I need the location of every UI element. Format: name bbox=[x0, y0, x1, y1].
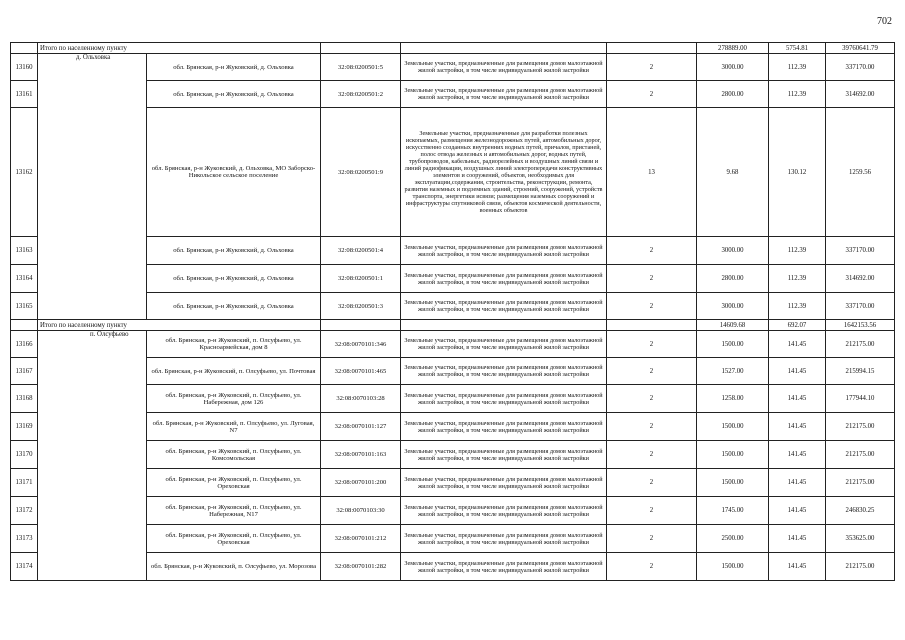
row-number: 13173 bbox=[11, 525, 38, 553]
address-cell: обл. Брянская, р-н Жуковский, п. Олсуфьево, ул. Комсомольская bbox=[147, 441, 321, 469]
value-cell: 337170.00 bbox=[826, 237, 895, 265]
land-purpose: Земельные участки, предназначенные для разработки полезных ископаемых, размещения железнодорожных путей, автомобильных дорог, искусственно созданных внутренних водных путей, причалов, пристаней, полос отвода железных и автомобильных дорог, водных путей, трубопроводов, кабельных, радиорелейных и воздушных линий связи и линий радиофикации, воздушных линий электропередачи конструктивных элементов и сооружений, объектов, необходимых для эксплуатации,содержания, строительства, реконструкции, ремонта, развития наземных и подземных зданий, строений, сооружений, устройств транспорта, энергетики исвязи; размещения наземных сооружений и инфраструктуры спутниковой связи, объектов космической деятельности, военных объектов bbox=[401, 108, 607, 237]
cadastral-number: 32:08:0070101:282 bbox=[321, 553, 401, 581]
total-value: 39760641.79 bbox=[826, 43, 895, 54]
cadastral-number: 32:08:0070101:127 bbox=[321, 413, 401, 441]
area-cell: 2800.00 bbox=[697, 81, 769, 108]
land-purpose: Земельные участки, предназначенные для размещения домов малоэтажной жилой застройки, в том числе индивидуальной жилой застройки bbox=[401, 331, 607, 358]
total-area: 14609.68 bbox=[697, 320, 769, 331]
row-number: 13167 bbox=[11, 358, 38, 385]
settlement-total-row bbox=[11, 320, 895, 331]
area-cell: 1500.00 bbox=[697, 413, 769, 441]
value-cell: 314692.00 bbox=[826, 81, 895, 108]
row-number: 13160 bbox=[11, 54, 38, 81]
address-cell: обл. Брянская, р-н Жуковский, д. Ольховка, МО Заборско-Никольское сельское поселение bbox=[147, 108, 321, 237]
cadastral-number: 32:08:0200501:3 bbox=[321, 293, 401, 320]
address-cell: обл. Брянская, р-н Жуковский, п. Олсуфьево, ул. Почтовая bbox=[147, 358, 321, 385]
address-cell: обл. Брянская, р-н Жуковский, п. Олсуфьево, ул. Набережная, N17 bbox=[147, 497, 321, 525]
address-cell: обл. Брянская, р-н Жуковский, п. Олсуфьево, ул. Красноармейская, дом 8 bbox=[147, 331, 321, 358]
land-purpose: Земельные участки, предназначенные для размещения домов малоэтажной жилой застройки, в том числе индивидуальной жилой застройки bbox=[401, 441, 607, 469]
rate-cell: 112.39 bbox=[769, 54, 826, 81]
purpose-code: 2 bbox=[607, 265, 697, 293]
purpose-code: 2 bbox=[607, 385, 697, 413]
area-cell: 1500.00 bbox=[697, 553, 769, 581]
purpose-code: 2 bbox=[607, 413, 697, 441]
value-cell: 177944.10 bbox=[826, 385, 895, 413]
area-cell: 1745.00 bbox=[697, 497, 769, 525]
purpose-code: 13 bbox=[607, 108, 697, 237]
purpose-code: 2 bbox=[607, 553, 697, 581]
cadastral-number: 32:08:0200501:4 bbox=[321, 237, 401, 265]
value-cell: 337170.00 bbox=[826, 293, 895, 320]
purpose-code: 2 bbox=[607, 293, 697, 320]
value-cell: 1259.56 bbox=[826, 108, 895, 237]
land-purpose: Земельные участки, предназначенные для размещения домов малоэтажной жилой застройки, в том числе индивидуальной жилой застройки bbox=[401, 265, 607, 293]
rate-cell: 112.39 bbox=[769, 265, 826, 293]
settlement-name: д. Ольховка bbox=[38, 54, 147, 320]
row-number: 13166 bbox=[11, 331, 38, 358]
purpose-code: 2 bbox=[607, 525, 697, 553]
land-purpose: Земельные участки, предназначенные для размещения домов малоэтажной жилой застройки, в том числе индивидуальной жилой застройки bbox=[401, 525, 607, 553]
value-cell: 314692.00 bbox=[826, 265, 895, 293]
rate-cell: 141.45 bbox=[769, 331, 826, 358]
total-label: Итого по населенному пункту bbox=[38, 43, 321, 54]
area-cell: 3000.00 bbox=[697, 293, 769, 320]
land-purpose: Земельные участки, предназначенные для размещения домов малоэтажной жилой застройки, в том числе индивидуальной жилой застройки bbox=[401, 293, 607, 320]
cadastral-number: 32:08:0070101:212 bbox=[321, 525, 401, 553]
row-number: 13163 bbox=[11, 237, 38, 265]
address-cell: обл. Брянская, р-н Жуковский, д. Ольховка bbox=[147, 237, 321, 265]
total-rate: 692.07 bbox=[769, 320, 826, 331]
row-number: 13172 bbox=[11, 497, 38, 525]
area-cell: 9.68 bbox=[697, 108, 769, 237]
row-number: 13164 bbox=[11, 265, 38, 293]
area-cell: 2500.00 bbox=[697, 525, 769, 553]
cadastral-number: 32:08:0200501:5 bbox=[321, 54, 401, 81]
rate-cell: 112.39 bbox=[769, 81, 826, 108]
settlement-name: п. Олсуфьево bbox=[38, 331, 147, 581]
cadastral-number: 32:08:0070101:163 bbox=[321, 441, 401, 469]
rate-cell: 141.45 bbox=[769, 413, 826, 441]
row-number: 13168 bbox=[11, 385, 38, 413]
address-cell: обл. Брянская, р-н Жуковский, д. Ольховка bbox=[147, 54, 321, 81]
cadastral-number: 32:08:0200501:2 bbox=[321, 81, 401, 108]
land-purpose: Земельные участки, предназначенные для размещения домов малоэтажной жилой застройки, в том числе индивидуальной жилой застройки bbox=[401, 413, 607, 441]
land-purpose: Земельные участки, предназначенные для размещения домов малоэтажной жилой застройки, в том числе индивидуальной жилой застройки bbox=[401, 358, 607, 385]
purpose-code: 2 bbox=[607, 441, 697, 469]
blank-cell bbox=[321, 320, 401, 331]
area-cell: 1500.00 bbox=[697, 331, 769, 358]
cadastral-number: 32:08:0070103:28 bbox=[321, 385, 401, 413]
value-cell: 246830.25 bbox=[826, 497, 895, 525]
table-row bbox=[11, 331, 895, 358]
land-purpose: Земельные участки, предназначенные для размещения домов малоэтажной жилой застройки, в том числе индивидуальной жилой застройки bbox=[401, 497, 607, 525]
purpose-code: 2 bbox=[607, 331, 697, 358]
address-cell: обл. Брянская, р-н Жуковский, п. Олсуфьево, ул. Ореховская bbox=[147, 469, 321, 497]
value-cell: 212175.00 bbox=[826, 553, 895, 581]
value-cell: 215994.15 bbox=[826, 358, 895, 385]
address-cell: обл. Брянская, р-н Жуковский, д. Ольховка bbox=[147, 265, 321, 293]
value-cell: 212175.00 bbox=[826, 413, 895, 441]
rate-cell: 141.45 bbox=[769, 441, 826, 469]
total-value: 1642153.56 bbox=[826, 320, 895, 331]
area-cell: 3000.00 bbox=[697, 54, 769, 81]
value-cell: 337170.00 bbox=[826, 54, 895, 81]
address-cell: обл. Брянская, р-н Жуковский, д. Ольховка bbox=[147, 81, 321, 108]
area-cell: 1258.00 bbox=[697, 385, 769, 413]
blank-cell bbox=[401, 43, 607, 54]
address-cell: обл. Брянская, р-н Жуковский, п. Олсуфьево, ул. Морозова bbox=[147, 553, 321, 581]
land-purpose: Земельные участки, предназначенные для размещения домов малоэтажной жилой застройки, в том числе индивидуальной жилой застройки bbox=[401, 553, 607, 581]
row-number: 13170 bbox=[11, 441, 38, 469]
cadastral-number: 32:08:0200501:9 bbox=[321, 108, 401, 237]
settlement-total-row bbox=[11, 43, 895, 54]
value-cell: 212175.00 bbox=[826, 441, 895, 469]
land-cadastral-table bbox=[10, 42, 895, 581]
purpose-code: 2 bbox=[607, 358, 697, 385]
value-cell: 212175.00 bbox=[826, 331, 895, 358]
blank-cell bbox=[401, 320, 607, 331]
rate-cell: 141.45 bbox=[769, 385, 826, 413]
purpose-code: 2 bbox=[607, 54, 697, 81]
cadastral-number: 32:08:0070103:30 bbox=[321, 497, 401, 525]
rate-cell: 141.45 bbox=[769, 469, 826, 497]
cadastral-number: 32:08:0070101:200 bbox=[321, 469, 401, 497]
total-label: Итого по населенному пункту bbox=[38, 320, 321, 331]
address-cell: обл. Брянская, р-н Жуковский, п. Олсуфьево, ул. Ореховская bbox=[147, 525, 321, 553]
address-cell: обл. Брянская, р-н Жуковский, п. Олсуфьево, ул. Набережная, дом 126 bbox=[147, 385, 321, 413]
purpose-code: 2 bbox=[607, 469, 697, 497]
row-number: 13162 bbox=[11, 108, 38, 237]
table-row bbox=[11, 54, 895, 81]
row-number: 13169 bbox=[11, 413, 38, 441]
rate-cell: 112.39 bbox=[769, 293, 826, 320]
cadastral-number: 32:08:0070101:465 bbox=[321, 358, 401, 385]
rate-cell: 141.45 bbox=[769, 358, 826, 385]
purpose-code: 2 bbox=[607, 497, 697, 525]
value-cell: 353625.00 bbox=[826, 525, 895, 553]
total-area: 278889.00 bbox=[697, 43, 769, 54]
land-purpose: Земельные участки, предназначенные для размещения домов малоэтажной жилой застройки, в том числе индивидуальной жилой застройки bbox=[401, 385, 607, 413]
row-number: 13161 bbox=[11, 81, 38, 108]
land-purpose: Земельные участки, предназначенные для размещения домов малоэтажной жилой застройки, в том числе индивидуальной жилой застройки bbox=[401, 237, 607, 265]
area-cell: 3000.00 bbox=[697, 237, 769, 265]
area-cell: 1500.00 bbox=[697, 441, 769, 469]
rate-cell: 112.39 bbox=[769, 237, 826, 265]
purpose-code: 2 bbox=[607, 237, 697, 265]
address-cell: обл. Брянская, р-н Жуковский, п. Олсуфьево, ул. Луговая, N7 bbox=[147, 413, 321, 441]
land-purpose: Земельные участки, предназначенные для размещения домов малоэтажной жилой застройки, в том числе индивидуальной жилой застройки bbox=[401, 469, 607, 497]
row-number: 13174 bbox=[11, 553, 38, 581]
blank-cell bbox=[11, 43, 38, 54]
page-number: 702 bbox=[877, 16, 892, 27]
land-purpose: Земельные участки, предназначенные для размещения домов малоэтажной жилой застройки, в том числе индивидуальной жилой застройки bbox=[401, 81, 607, 108]
rate-cell: 141.45 bbox=[769, 497, 826, 525]
value-cell: 212175.00 bbox=[826, 469, 895, 497]
blank-cell bbox=[321, 43, 401, 54]
table-body bbox=[11, 43, 895, 581]
blank-cell bbox=[607, 43, 697, 54]
blank-cell bbox=[11, 320, 38, 331]
rate-cell: 130.12 bbox=[769, 108, 826, 237]
blank-cell bbox=[607, 320, 697, 331]
area-cell: 2800.00 bbox=[697, 265, 769, 293]
area-cell: 1500.00 bbox=[697, 469, 769, 497]
purpose-code: 2 bbox=[607, 81, 697, 108]
area-cell: 1527.00 bbox=[697, 358, 769, 385]
land-purpose: Земельные участки, предназначенные для размещения домов малоэтажной жилой застройки, в том числе индивидуальной жилой застройки bbox=[401, 54, 607, 81]
total-rate: 5754.81 bbox=[769, 43, 826, 54]
address-cell: обл. Брянская, р-н Жуковский, д. Ольховка bbox=[147, 293, 321, 320]
row-number: 13171 bbox=[11, 469, 38, 497]
cadastral-number: 32:08:0070101:346 bbox=[321, 331, 401, 358]
cadastral-number: 32:08:0200501:1 bbox=[321, 265, 401, 293]
rate-cell: 141.45 bbox=[769, 525, 826, 553]
rate-cell: 141.45 bbox=[769, 553, 826, 581]
row-number: 13165 bbox=[11, 293, 38, 320]
